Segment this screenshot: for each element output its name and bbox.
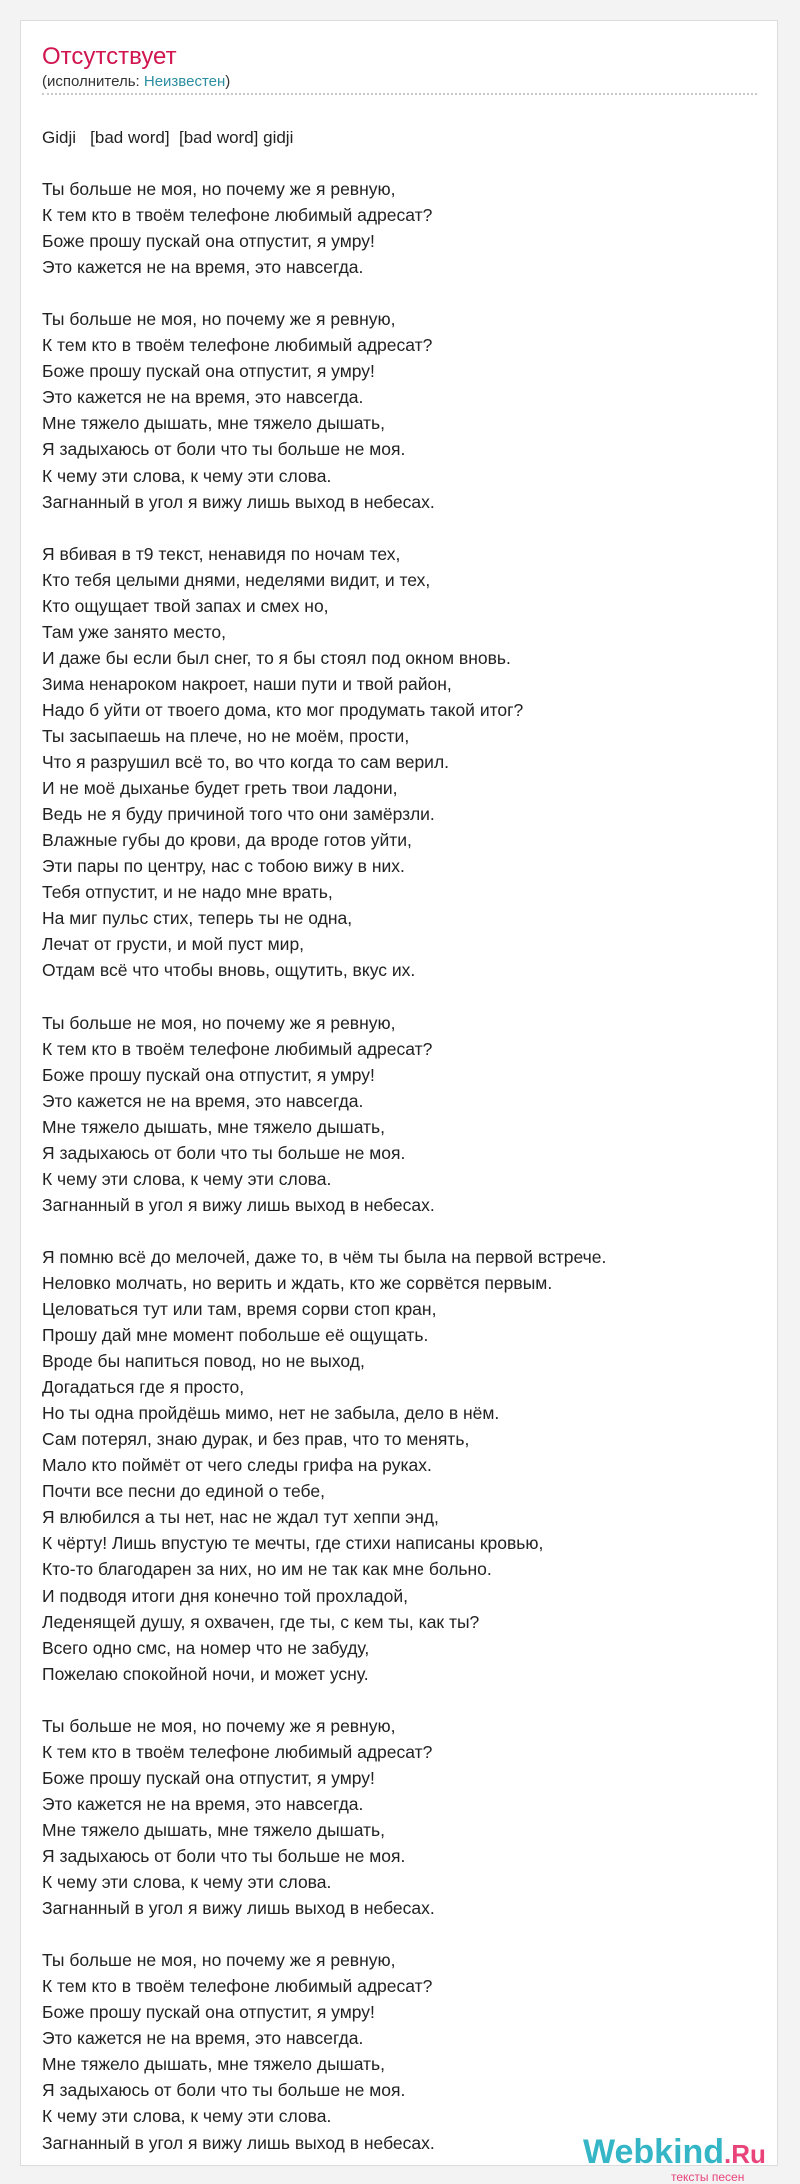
lyric-line: Догадаться где я просто, [42, 1377, 245, 1398]
lyric-line: Я влюбился а ты нет, нас не ждал тут хеппи энд, [42, 1507, 439, 1528]
lyric-line: К чёрту! Лишь впустую те мечты, где стихи написаны кровью, [42, 1533, 544, 1554]
lyric-line [42, 1921, 606, 1947]
lyric-line: К тем кто в твоём телефоне любимый адресат? [42, 205, 433, 226]
lyric-line: К чему эти слова, к чему эти слова. [42, 2106, 332, 2127]
logo-tagline: тексты песен [671, 2170, 745, 2184]
lyric-line: Отдам всё что чтобы вновь, ощутить, вкус их. [42, 960, 416, 981]
lyric-line: Ты больше не моя, но почему же я ревную, [42, 309, 396, 330]
lyric-line: Загнанный в угол я вижу лишь выход в небесах. [42, 1194, 435, 1215]
artist-suffix: ) [225, 73, 231, 90]
lyric-line: Боже прошу пускай она отпустит, я умру! [42, 361, 375, 382]
lyric-line: Загнанный в угол я вижу лишь выход в небесах. [42, 1898, 435, 1919]
lyric-line: Кто-то благодарен за них, но им не так как мне больно. [42, 1559, 492, 1580]
lyric-line: Боже прошу пускай она отпустит, я умру! [42, 2002, 375, 2023]
lyric-line [42, 280, 606, 306]
lyric-line: Это кажется не на время, это навсегда. [42, 1793, 364, 1814]
lyric-line: Прошу дай мне момент побольше её ощущать. [42, 1325, 429, 1346]
lyric-line: Сам потерял, знаю дурак, и без прав, что то менять, [42, 1429, 470, 1450]
lyric-line: Я задыхаюсь от боли что ты больше не моя. [42, 2080, 406, 2101]
lyric-line: Что я разрушил всё то, во что когда то сам верил. [42, 752, 450, 773]
lyrics-card [20, 20, 778, 2184]
lyric-line: Мне тяжело дышать, мне тяжело дышать, [42, 2054, 386, 2075]
lyric-line: Ты больше не моя, но почему же я ревную, [42, 1950, 396, 1971]
lyric-line: Мало кто поймёт от чего следы грифа на руках. [42, 1455, 432, 1476]
lyric-line: Влажные губы до крови, да вроде готов уйти, [42, 830, 412, 851]
lyric-line: Пожелаю спокойной ночи, и может усну. [42, 1663, 369, 1684]
logo-tld: .Ru [724, 2139, 766, 2169]
lyric-line: Это кажется не на время, это навсегда. [42, 387, 364, 408]
lyric-line: Я задыхаюсь от боли что ты больше не моя. [42, 439, 406, 460]
lyric-line: Вроде бы напиться повод, но не выход, [42, 1351, 365, 1372]
lyric-line: Мне тяжело дышать, мне тяжело дышать, [42, 1116, 386, 1137]
lyric-line: Это кажется не на время, это навсегда. [42, 2028, 364, 2049]
lyric-line: Эти пары по центру, нас с тобою вижу в них. [42, 856, 405, 877]
lyric-line: Ты больше не моя, но почему же я ревную, [42, 179, 396, 199]
lyric-line: Я задыхаюсь от боли что ты больше не моя. [42, 1846, 406, 1866]
lyric-line: Ты больше не моя, но почему же я ревную, [42, 1012, 396, 1033]
artist-line [42, 73, 230, 91]
lyric-line: Кто ощущает твой запах и смех но, [42, 595, 329, 616]
lyric-line: К чему эти слова, к чему эти слова. [42, 1872, 332, 1893]
lyric-line: К чему эти слова, к чему эти слова. [42, 465, 332, 486]
lyric-line: Кто тебя целыми днями, неделями видит, и тех, [42, 569, 431, 590]
lyric-line: К тем кто в твоём телефоне любимый адресат? [42, 1038, 433, 1059]
lyric-line: И подводя итоги дня конечно той прохладой, [42, 1585, 409, 1606]
lyrics-text [42, 176, 606, 2156]
lyric-line: И не моё дыханье будет греть твои ладони, [42, 778, 398, 799]
lyric-line: К чему эти слова, к чему эти слова. [42, 1168, 332, 1189]
song-title: Отсутствует [42, 43, 177, 70]
lyric-line: Тебя отпустит, и не надо мне врать, [42, 882, 333, 903]
lyric-line: Целоваться тут или там, время сорви стоп кран, [42, 1299, 437, 1320]
artist-prefix: (исполнитель: [42, 73, 144, 90]
logo-brand: Webkind [583, 2133, 725, 2171]
lyric-line: Боже прошу пускай она отпустит, я умру! [42, 231, 375, 252]
lyric-line: Всего одно смс, на номер что не забуду, [42, 1637, 370, 1658]
lyric-line: Я задыхаюсь от боли что ты больше не моя. [42, 1142, 406, 1163]
lyric-line: К тем кто в твоём телефоне любимый адресат? [42, 1741, 433, 1762]
lyric-line: Зима ненароком накроет, наши пути и твой район, [42, 673, 452, 694]
lyric-line: Боже прошу пускай она отпустит, я умру! [42, 1767, 375, 1788]
lyric-line: Загнанный в угол я вижу лишь выход в небесах. [42, 491, 435, 512]
lyric-line: Загнанный в угол я вижу лишь выход в небесах. [42, 2132, 435, 2153]
lyric-line [42, 515, 606, 541]
artist-link[interactable]: Неизвестен [143, 73, 226, 90]
lyric-line: Мне тяжело дышать, мне тяжело дышать, [42, 413, 386, 434]
lyric-line [42, 1687, 606, 1713]
lyric-line: Это кажется не на время, это навсегда. [42, 257, 364, 278]
dotted-divider [42, 93, 757, 95]
lyric-line: На миг пульс стих, теперь ты не одна, [42, 908, 353, 929]
lyric-line: Боже прошу пускай она отпустит, я умру! [42, 1064, 375, 1085]
lyric-line [42, 1218, 606, 1244]
lyric-line: И даже бы если был снег, то я бы стоял под окном вновь. [42, 647, 511, 668]
lyric-line: Леденящей душу, я охвачен, где ты, с кем ты, как ты? [42, 1611, 480, 1632]
lyric-line: Лечат от грусти, и мой пуст мир, [42, 934, 305, 955]
lyric-line: Неловко молчать, но верить и ждать, кто же сорвётся первым. [42, 1272, 553, 1293]
lyric-line: Там уже занято место, [42, 621, 227, 642]
lyric-line [42, 983, 606, 1009]
lyric-line: Я вбивая в т9 текст, ненавидя по ночам тех, [42, 543, 401, 564]
lyric-line: Ведь не я буду причиной того что они замёрзли. [42, 804, 435, 825]
lyric-line: К тем кто в твоём телефоне любимый адресат? [42, 1976, 433, 1997]
lyric-line: Ты больше не моя, но почему же я ревную, [42, 1715, 396, 1736]
webkind-logo[interactable] [583, 2135, 766, 2171]
lyric-line: Надо б уйти от твоего дома, кто мог продумать такой итог? [42, 699, 524, 720]
lyric-line: К тем кто в твоём телефоне любимый адресат? [42, 335, 433, 356]
lyric-line: Это кажется не на время, это навсегда. [42, 1090, 364, 1111]
lyric-line: Но ты одна пройдёшь мимо, нет не забыла, дело в нём. [42, 1403, 500, 1424]
lyric-line: Мне тяжело дышать, мне тяжело дышать, [42, 1819, 386, 1840]
lyric-line: Я помню всё до мелочей, даже то, в чём ты была на первой встрече. [42, 1246, 607, 1267]
lyrics-header: Gidji [bad word] [bad word] gidji [42, 128, 294, 147]
lyric-line: Почти все песни до единой о тебе, [42, 1481, 325, 1502]
lyric-line: Ты засыпаешь на плече, но не моём, прости, [42, 725, 410, 746]
